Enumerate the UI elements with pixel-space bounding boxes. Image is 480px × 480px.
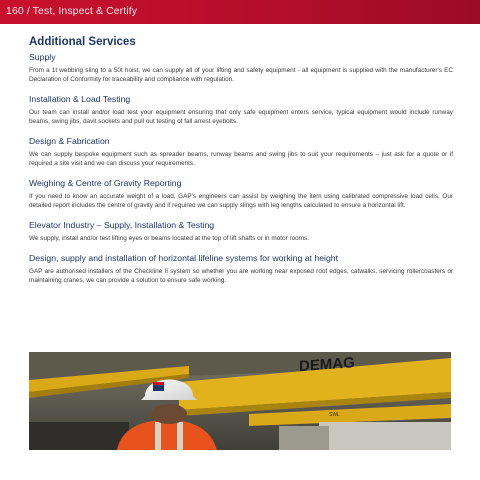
section-body: We supply, install and/or test lifting eyes or beams located at the top of lift shafts or in motor rooms. xyxy=(29,235,310,242)
section-body: GAP are authorised installers of the Checkline II system so whether you are working near exposed roof edges, catwalks, servicing rollercoasters or maintaining cranes, we can provide a solution to ensure safe working. xyxy=(29,268,453,284)
section-body: We can supply bespoke equipment such as spreader beams, runway beams and swing jibs to suit your requirements – just ask for a quote or if required a site visit and we can discuss your requirements. xyxy=(29,151,453,167)
crane-brand-label: DEMAG xyxy=(299,354,355,376)
section-body: If you need to know an accurate weight of a load, GAP's engineers can assist by weighing the item using calibrated compressive load cells. Our detailed report includes the centre of gravity and if required we can supply slings with leg lengths calculated to ensure a horizontal lift. xyxy=(29,193,453,209)
section-design-fabrication xyxy=(29,136,453,168)
section-installation xyxy=(29,94,453,126)
section-lifeline xyxy=(29,253,453,285)
section-body: From a 1t webbing sling to a 50t hoist, we can supply all of your lifting and safety equipment - all equipment is supplied with the manufacturer's EC Declaration of Conformity for traceability and compliance with regulation. xyxy=(29,67,453,83)
main-content xyxy=(29,36,453,295)
section-heading: Design, supply and installation of horizontal lifeline systems for working at height xyxy=(29,253,339,263)
section-elevator xyxy=(29,220,453,243)
section-supply xyxy=(29,52,453,84)
page-title: Additional Services xyxy=(29,36,136,48)
beam-marking: SWL xyxy=(329,412,340,418)
worker-neck xyxy=(151,404,187,424)
machinery xyxy=(319,422,451,450)
page-header-bar xyxy=(0,0,480,24)
section-heading: Installation & Load Testing xyxy=(29,94,131,104)
crane-photo xyxy=(29,352,451,450)
section-weighing xyxy=(29,178,453,210)
crane-photo-illustration xyxy=(29,352,451,450)
section-heading: Weighing & Centre of Gravity Reporting xyxy=(29,178,182,188)
section-body: Our team can install and/or load test your equipment ensuring that only safe equipment enters service, typical equipment would include runway beams, swing jibs, davit sockets and pull out testing of fall arrest eyebolts. xyxy=(29,109,453,125)
page-header-title: 160 / Test, Inspect & Certify xyxy=(6,5,138,17)
section-heading: Design & Fabrication xyxy=(29,136,110,146)
section-heading: Elevator Industry – Supply, Installation & Testing xyxy=(29,220,215,230)
section-heading: Supply xyxy=(29,52,56,62)
